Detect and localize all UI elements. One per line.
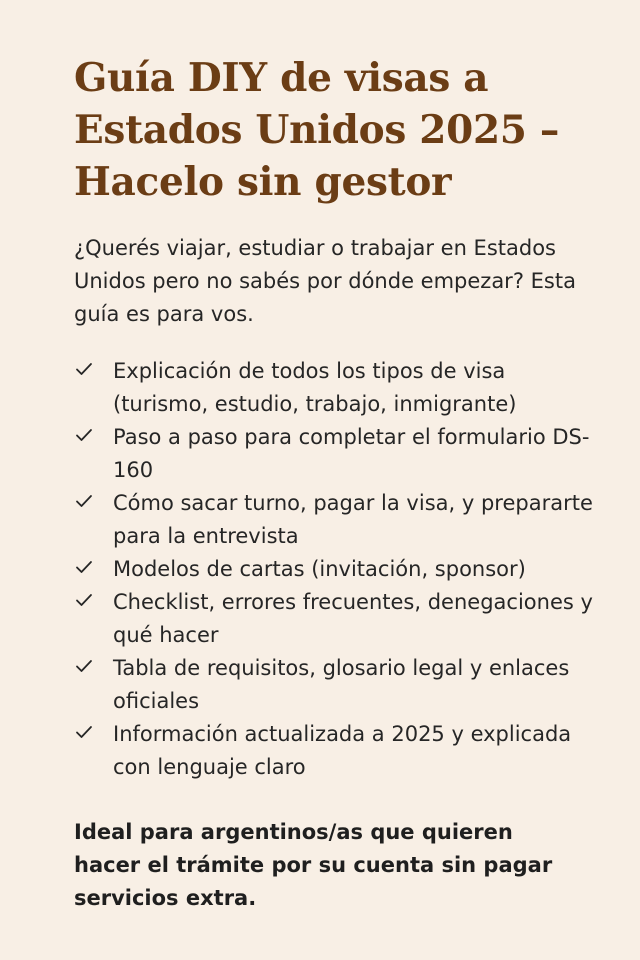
checkmark-icon	[74, 557, 94, 577]
feature-list	[74, 355, 594, 784]
checkmark-icon	[74, 491, 94, 511]
guide-page	[74, 52, 593, 915]
feature-item-requirements	[74, 652, 594, 718]
checkmark-icon	[74, 722, 94, 742]
feature-text: Cómo sacar turno, pagar la visa, y prepararte para la entrevista	[113, 491, 593, 548]
checkmark-icon	[74, 590, 94, 610]
checkmark-icon	[74, 359, 94, 379]
feature-item-checklist	[74, 586, 594, 652]
intro-paragraph: ¿Querés viajar, estudiar o trabajar en Estados Unidos pero no sabés por dónde empezar? Esta guía es para vos.	[74, 236, 576, 326]
feature-text: Checklist, errores frecuentes, denegaciones y qué hacer	[113, 590, 593, 647]
feature-item-updated	[74, 718, 594, 784]
feature-item-ds160	[74, 421, 594, 487]
feature-text: Tabla de requisitos, glosario legal y enlaces oficiales	[113, 656, 570, 713]
feature-text: Explicación de todos los tipos de visa (turismo, estudio, trabajo, inmigrante)	[113, 359, 517, 416]
feature-text: Paso a paso para completar el formulario DS-160	[113, 425, 590, 482]
feature-item-letters	[74, 553, 594, 586]
feature-item-interview	[74, 487, 594, 553]
checkmark-icon	[74, 656, 94, 676]
page-title: Guía DIY de visas a Estados Unidos 2025 – Hacelo sin gestor	[74, 55, 560, 205]
feature-item-visa-types	[74, 355, 594, 421]
closing-statement: Ideal para argentinos/as que quieren hacer el trámite por su cuenta sin pagar servicios extra.	[74, 820, 553, 910]
feature-text: Modelos de cartas (invitación, sponsor)	[113, 557, 526, 581]
checkmark-icon	[74, 425, 94, 445]
feature-text: Información actualizada a 2025 y explicada con lenguaje claro	[113, 722, 572, 779]
